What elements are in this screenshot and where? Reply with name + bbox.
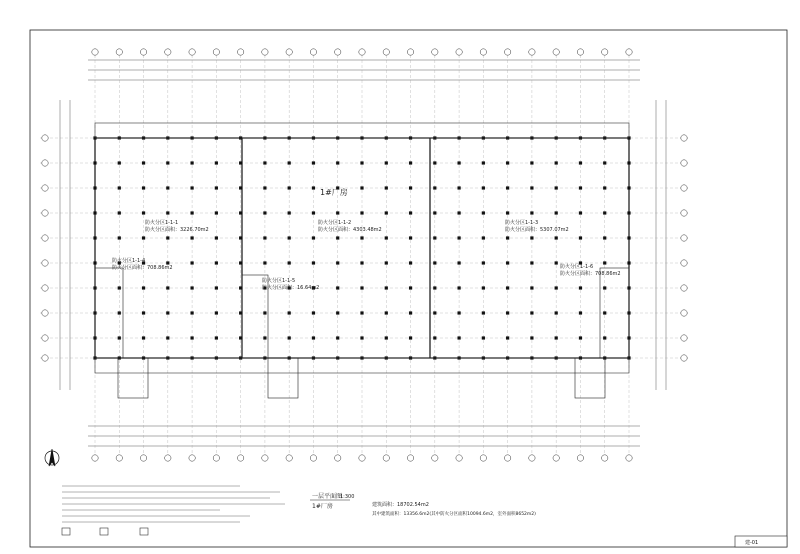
axis-bubble	[286, 455, 292, 461]
axis-bubble	[456, 455, 462, 461]
axis-bubble	[681, 185, 687, 191]
column	[166, 311, 169, 314]
column	[603, 286, 606, 289]
column	[555, 161, 558, 164]
axis-bubble	[529, 455, 535, 461]
column	[482, 286, 485, 289]
zone-3-area: 防火分区面积：5307.07m2	[505, 227, 569, 233]
column	[190, 261, 193, 264]
column	[263, 161, 266, 164]
column	[360, 261, 363, 264]
column	[312, 236, 315, 239]
column	[215, 211, 218, 214]
column	[530, 211, 533, 214]
column	[555, 186, 558, 189]
axis-bubble	[681, 355, 687, 361]
column	[530, 336, 533, 339]
axis-bubble	[407, 49, 413, 55]
column	[385, 286, 388, 289]
axis-bubble	[456, 49, 462, 55]
column	[166, 161, 169, 164]
column	[457, 211, 460, 214]
axis-bubble	[602, 49, 608, 55]
column	[360, 211, 363, 214]
column	[263, 211, 266, 214]
column	[142, 186, 145, 189]
column	[603, 261, 606, 264]
axis-bubble	[262, 49, 268, 55]
column	[603, 311, 606, 314]
zone-2-area: 防火分区面积：4303.48m2	[318, 227, 382, 233]
zone-6-area: 防火分区面积：708.86m2	[560, 271, 621, 277]
column	[506, 211, 509, 214]
column	[215, 261, 218, 264]
column	[579, 161, 582, 164]
column	[118, 311, 121, 314]
zone-1-area: 防火分区面积：3226.70m2	[145, 227, 209, 233]
column	[506, 336, 509, 339]
axis-bubble	[432, 49, 438, 55]
axis-bubble	[480, 49, 486, 55]
axis-bubble	[92, 455, 98, 461]
column	[336, 261, 339, 264]
column	[336, 286, 339, 289]
column	[166, 286, 169, 289]
column	[603, 186, 606, 189]
column	[555, 236, 558, 239]
column	[360, 186, 363, 189]
column	[482, 161, 485, 164]
axis-bubble	[189, 455, 195, 461]
column	[118, 161, 121, 164]
axis-bubble	[140, 49, 146, 55]
column	[288, 236, 291, 239]
column	[385, 186, 388, 189]
column	[555, 336, 558, 339]
column	[409, 286, 412, 289]
column	[603, 161, 606, 164]
column	[190, 211, 193, 214]
column	[263, 336, 266, 339]
area-summary: 其中建筑面积：13356.6m2(其中防火分区面积10094.6m2，室外面积8652m2)	[372, 512, 536, 517]
column	[433, 286, 436, 289]
column	[457, 186, 460, 189]
column	[360, 286, 363, 289]
column	[482, 311, 485, 314]
axis-bubble	[553, 455, 559, 461]
axis-bubble	[310, 49, 316, 55]
column	[215, 186, 218, 189]
column	[190, 186, 193, 189]
axis-bubble	[237, 455, 243, 461]
column	[288, 186, 291, 189]
zone-5-area: 防火分区面积：16.64m2	[262, 285, 320, 291]
column	[385, 211, 388, 214]
column	[190, 336, 193, 339]
column	[530, 286, 533, 289]
column	[506, 286, 509, 289]
axis-bubble	[165, 49, 171, 55]
column	[409, 211, 412, 214]
column	[506, 161, 509, 164]
column	[555, 286, 558, 289]
zone-4-id: 防火分区1-1-4	[112, 258, 146, 264]
column	[336, 236, 339, 239]
column	[336, 161, 339, 164]
axis-bubble	[42, 210, 48, 216]
axis-bubble	[407, 455, 413, 461]
column	[506, 236, 509, 239]
column	[482, 186, 485, 189]
plan-title: 一层平面图	[312, 493, 343, 500]
column	[579, 236, 582, 239]
column	[433, 236, 436, 239]
column	[433, 211, 436, 214]
column	[312, 261, 315, 264]
axis-bubble	[681, 335, 687, 341]
column	[190, 311, 193, 314]
column	[360, 236, 363, 239]
column	[312, 336, 315, 339]
axis-bubble	[681, 135, 687, 141]
page-tag-box	[735, 536, 787, 547]
column	[288, 261, 291, 264]
column	[190, 161, 193, 164]
column	[385, 236, 388, 239]
axis-bubble	[42, 135, 48, 141]
column	[142, 311, 145, 314]
column	[409, 161, 412, 164]
column	[142, 336, 145, 339]
axis-bubble	[432, 455, 438, 461]
column	[166, 211, 169, 214]
column	[457, 161, 460, 164]
column	[385, 311, 388, 314]
plan-subtitle: 1#厂房	[312, 503, 333, 510]
axis-bubble	[42, 310, 48, 316]
axis-bubble	[116, 49, 122, 55]
column	[385, 261, 388, 264]
zone-4-area: 防火分区面积：708.86m2	[112, 265, 173, 271]
zone-5-id: 防火分区1-1-5	[262, 278, 296, 284]
column	[530, 186, 533, 189]
column	[409, 336, 412, 339]
column	[142, 161, 145, 164]
axis-bubble	[383, 49, 389, 55]
axis-bubble	[626, 49, 632, 55]
column	[288, 211, 291, 214]
axis-bubble	[504, 455, 510, 461]
column	[482, 236, 485, 239]
column	[166, 336, 169, 339]
column	[385, 336, 388, 339]
column	[409, 236, 412, 239]
column	[288, 311, 291, 314]
axis-bubble	[335, 49, 341, 55]
axis-bubble	[286, 49, 292, 55]
axis-bubble	[42, 335, 48, 341]
column	[409, 311, 412, 314]
zone-3-id: 防火分区1-1-3	[505, 220, 539, 226]
axis-bubble	[553, 49, 559, 55]
axis-bubble	[529, 49, 535, 55]
column	[215, 286, 218, 289]
column	[409, 186, 412, 189]
axis-bubble	[42, 355, 48, 361]
column	[312, 211, 315, 214]
column	[409, 261, 412, 264]
column	[190, 236, 193, 239]
zone-6-id: 防火分区1-1-6	[560, 264, 594, 270]
axis-bubble	[310, 455, 316, 461]
axis-bubble	[262, 455, 268, 461]
building-name: 1#厂房	[320, 188, 348, 197]
column	[142, 236, 145, 239]
column	[263, 261, 266, 264]
axis-bubble	[359, 455, 365, 461]
column	[312, 161, 315, 164]
column	[433, 186, 436, 189]
column	[142, 286, 145, 289]
plan-scale: 1:300	[340, 494, 355, 500]
column	[288, 161, 291, 164]
axis-bubble	[92, 49, 98, 55]
axis-bubble	[359, 49, 365, 55]
column	[118, 186, 121, 189]
axis-bubble	[626, 455, 632, 461]
axis-bubble	[577, 455, 583, 461]
column	[336, 311, 339, 314]
column	[482, 336, 485, 339]
column	[360, 311, 363, 314]
column	[336, 211, 339, 214]
axis-bubble	[42, 260, 48, 266]
column	[263, 311, 266, 314]
axis-bubble	[681, 160, 687, 166]
column	[360, 161, 363, 164]
column	[312, 311, 315, 314]
axis-bubble	[681, 310, 687, 316]
axis-bubble	[480, 455, 486, 461]
column	[530, 311, 533, 314]
column	[579, 286, 582, 289]
axis-bubble	[504, 49, 510, 55]
column	[579, 211, 582, 214]
column	[530, 261, 533, 264]
axis-bubble	[213, 455, 219, 461]
column	[457, 336, 460, 339]
column	[312, 186, 315, 189]
column	[288, 336, 291, 339]
axis-bubble	[42, 160, 48, 166]
page-tag: 建-01	[745, 540, 759, 546]
axis-bubble	[140, 455, 146, 461]
column	[433, 311, 436, 314]
axis-bubble	[189, 49, 195, 55]
column	[457, 311, 460, 314]
axis-bubble	[42, 235, 48, 241]
zone-2-id: 防火分区1-1-2	[318, 220, 352, 226]
axis-bubble	[116, 455, 122, 461]
column	[215, 311, 218, 314]
column	[215, 161, 218, 164]
column	[433, 336, 436, 339]
column	[360, 336, 363, 339]
column	[118, 211, 121, 214]
column	[118, 236, 121, 239]
axis-bubble	[383, 455, 389, 461]
column	[506, 311, 509, 314]
column	[579, 311, 582, 314]
area-building: 建筑面积：18702.54m2	[372, 502, 429, 508]
axis-bubble	[237, 49, 243, 55]
column	[579, 186, 582, 189]
axis-bubble	[681, 285, 687, 291]
column	[118, 286, 121, 289]
axis-bubble	[681, 210, 687, 216]
column	[457, 261, 460, 264]
column	[433, 261, 436, 264]
axis-bubble	[681, 260, 687, 266]
column	[166, 186, 169, 189]
column	[482, 211, 485, 214]
axis-bubble	[335, 455, 341, 461]
column	[118, 336, 121, 339]
column	[457, 236, 460, 239]
column	[385, 161, 388, 164]
column	[215, 336, 218, 339]
column	[215, 236, 218, 239]
axis-bubble	[42, 185, 48, 191]
column	[579, 336, 582, 339]
column	[530, 161, 533, 164]
axis-bubble	[165, 455, 171, 461]
column	[190, 286, 193, 289]
column	[482, 261, 485, 264]
axis-bubble	[42, 285, 48, 291]
column	[263, 236, 266, 239]
axis-bubble	[577, 49, 583, 55]
axis-bubble	[681, 235, 687, 241]
column	[603, 236, 606, 239]
axis-bubble	[602, 455, 608, 461]
zone-1-id: 防火分区1-1-1	[145, 220, 179, 226]
column	[142, 211, 145, 214]
column	[603, 336, 606, 339]
column	[555, 261, 558, 264]
column	[603, 211, 606, 214]
axis-bubble	[213, 49, 219, 55]
column	[530, 236, 533, 239]
column	[506, 186, 509, 189]
column	[263, 186, 266, 189]
column	[457, 286, 460, 289]
column	[433, 161, 436, 164]
column	[506, 261, 509, 264]
column	[336, 336, 339, 339]
column	[166, 236, 169, 239]
column	[555, 211, 558, 214]
column	[555, 311, 558, 314]
